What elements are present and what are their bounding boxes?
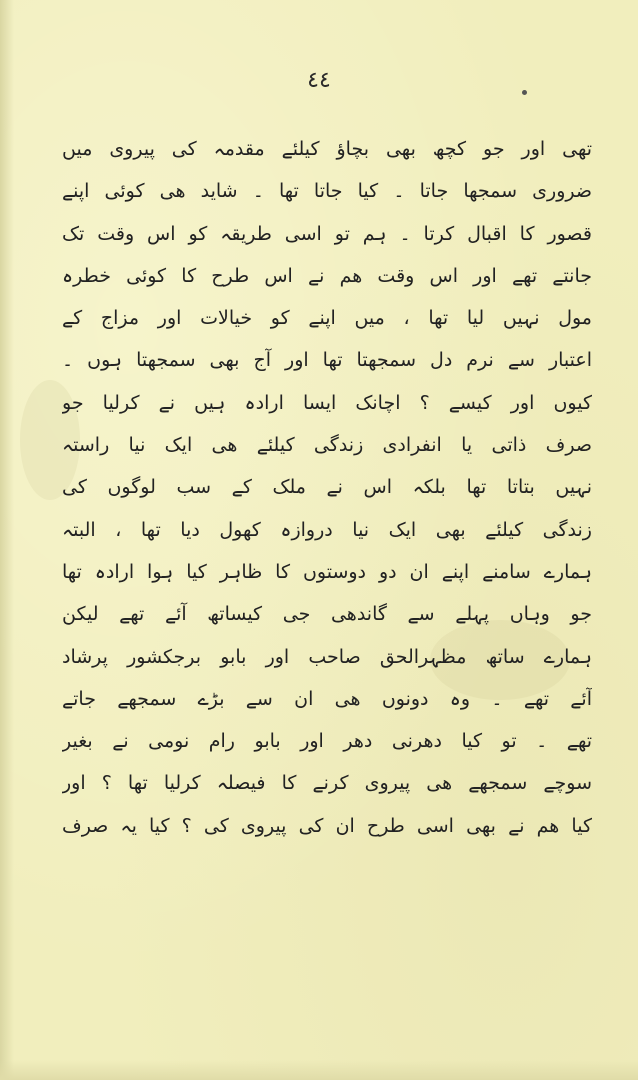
text-line: سوچے سمجھے ھی پیروی کرنے کا فیصلہ کرلیا تھا ؟ اور <box>62 772 592 795</box>
text-line: جانتے تھے اور اس وقت ھم نے اس طرح کا کوئی خطرہ <box>62 264 592 287</box>
text-line: ضروری سمجھا جاتا ۔ کیا جاتا تھا ۔ شاید ھی کوئی اپنے <box>62 180 592 203</box>
text-line: صرف ذاتی یا انفرادی زندگی کیلئے ھی ایک نیا راستہ <box>62 434 592 457</box>
text-line: زندگی کیلئے بھی ایک نیا دروازہ کھول دیا تھا ، البتہ <box>62 518 592 541</box>
text-line: جو وہاں پہلے سے گاندھی جی کیساتھ آئے تھے لیکن <box>62 603 592 626</box>
text-line: تھے ۔ تو کیا دھرنی دھر اور بابو رام نومی نے بغیر <box>62 730 592 753</box>
page-body-text <box>62 128 592 847</box>
ink-dot <box>522 90 527 95</box>
text-line: تھی اور جو کچھ بھی بچاؤ کیلئے مقدمہ کی پیروی میں <box>62 138 592 160</box>
text-line: نہیں بتاتا تھا بلکہ اس نے ملک کے سب لوگوں کی <box>62 476 592 499</box>
text-line: کیا ھم نے بھی اسی طرح ان کی پیروی کی ؟ کیا یہ صرف <box>62 814 592 837</box>
text-line: کیوں اور کیسے ؟ اچانک ایسا ارادہ ہیں نے کرلیا جو <box>62 391 592 414</box>
page-number: ٤٤ <box>307 68 331 93</box>
page-bottom-edge-shadow <box>0 1060 638 1080</box>
text-line: قصور کا اقبال کرتا ۔ ہم تو اسی طریقہ کو اس وقت تک <box>62 222 592 245</box>
page-left-edge-shadow <box>0 0 14 1080</box>
text-line: ہمارے سامنے اپنے ان دو دوستوں کا ظاہر کیا ہوا ارادہ تھا <box>62 560 592 583</box>
text-line: ہمارے ساتھ مظہرالحق صاحب اور بابو برجکشور پرشاد <box>62 645 592 668</box>
text-line: آئے تھے ۔ وہ دونوں ھی ان سے بڑے سمجھے جاتے <box>62 687 592 710</box>
text-line: مول نہیں لیا تھا ، میں اپنے کو خیالات اور مزاج کے <box>62 307 592 330</box>
text-line: اعتبار سے نرم دل سمجھتا تھا اور آج بھی سمجھتا ہوں ۔ <box>62 349 592 372</box>
